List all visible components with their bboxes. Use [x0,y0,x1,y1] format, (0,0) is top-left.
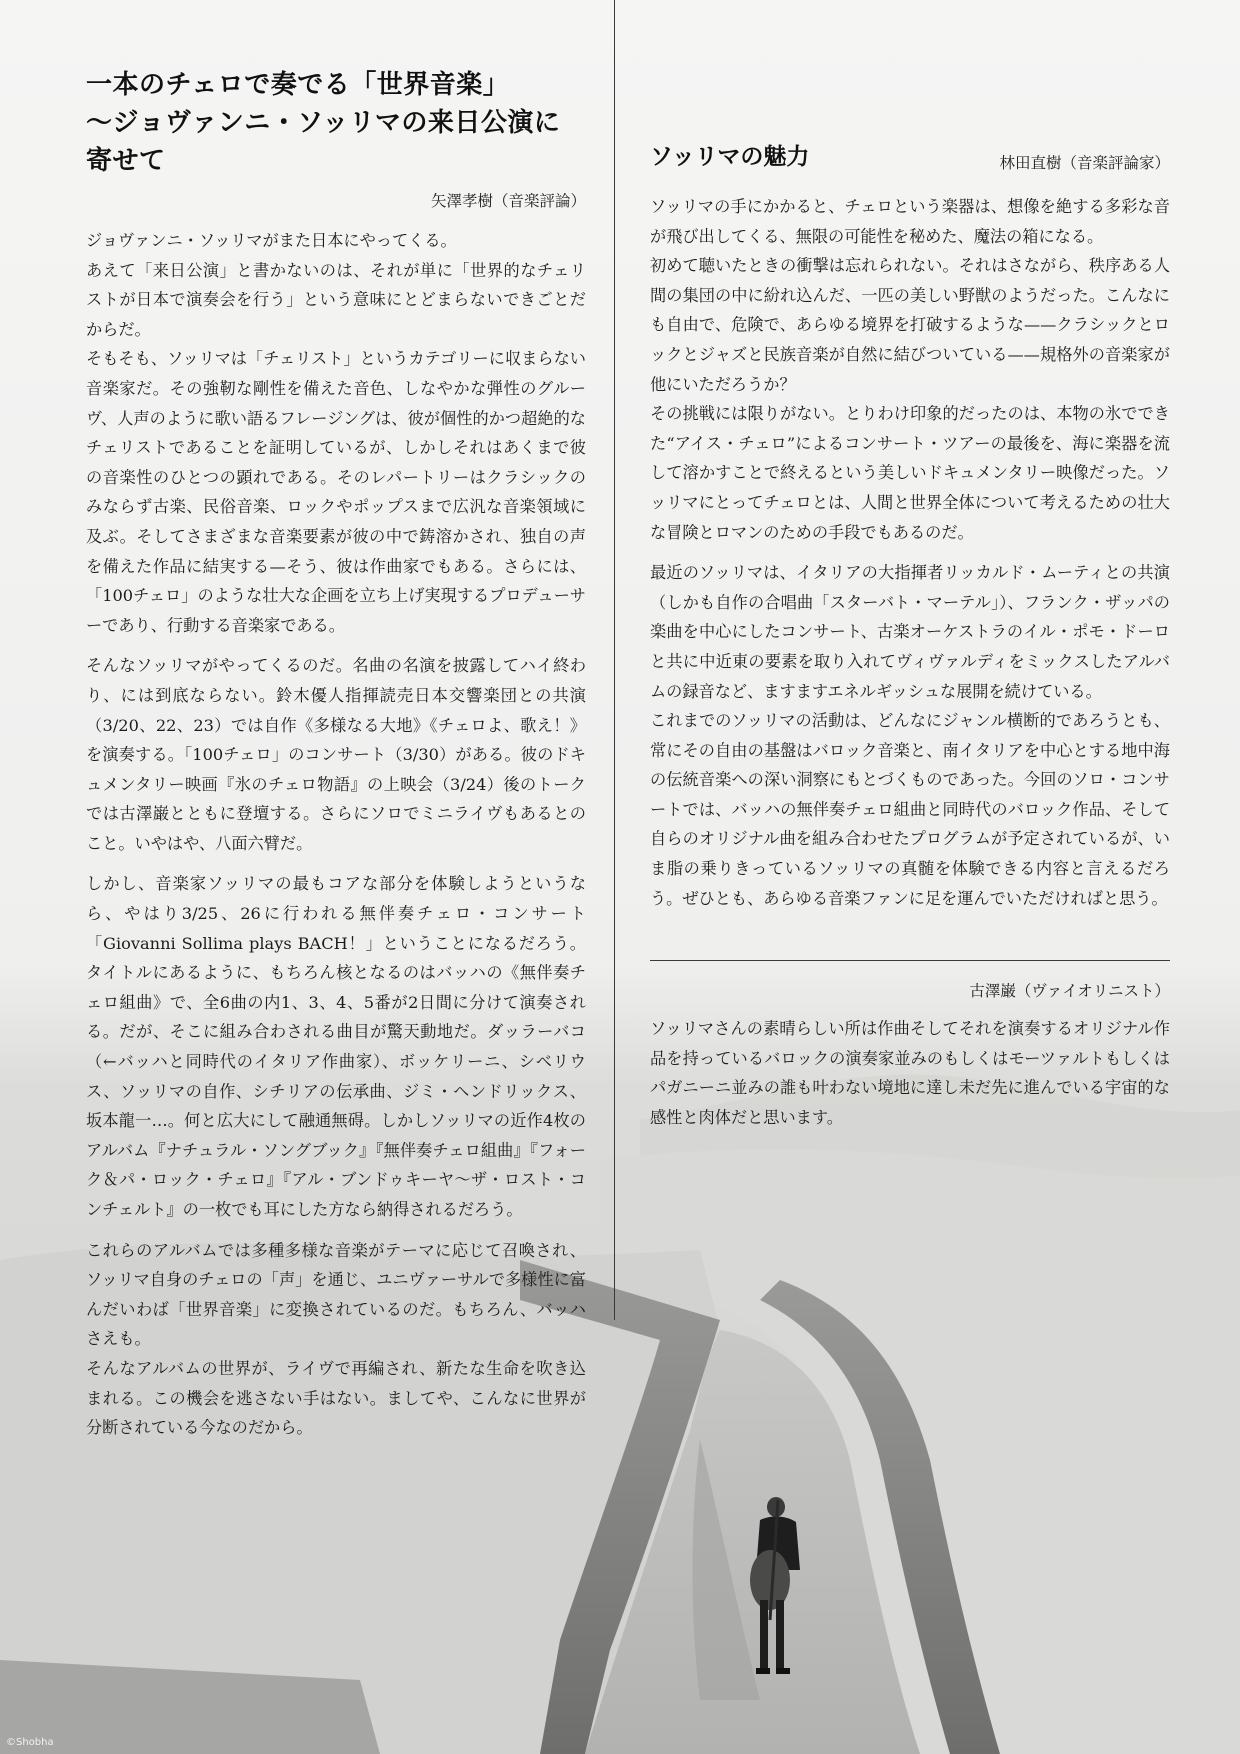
left-paragraph-4: これらのアルバムでは多種多様な音楽がテーマに応じて召喚され、ソッリマ自身のチェロの「声」を通じ、ユニヴァーサルで多様性に富んだいわば「世界音楽」に変換されているのだ。もちろん、バッハさえも。 そんなアルバムの世界が、ライヴで再編され、新たな生命を吹き込まれる。この機会を逃さない手はない。ましてや、こんなに世界が分断されている今なのだから。 [86,1240,586,1438]
comment-block [650,980,1170,1143]
right-paragraph-1: ソッリマの手にかかると、チェロという楽器は、想像を絶する多彩な音が飛び出してくる、無限の可能性を秘めた、魔法の箱になる。 初めて聴いたときの衝撃は忘れられない。それはさながら、秩序ある人間の集団の中に紛れ込んだ、一匹の美しい野獣のようだった。こんなにも自由で、危険で、あらゆる境界を打破するような——クラシックとロックとジャズと民族音楽が自然に結びついている——規格外の音楽家が他にいただろうか？ その挑戦には限りがない。とりわけ印象的だったのは、本物の氷でできた“アイス・チェロ”によるコンサート・ツアーの最後を、海に楽器を流して溶かすことで終えるという美しいドキュメンタリー映像だった。ソッリマにとってチェロとは、人間と世界全体について考えるための壮大な冒険とロマンのための手段でもあるのだ。 [650,197,1170,542]
left-paragraph-2: そんなソッリマがやってくるのだ。名曲の名演を披露してハイ終わり、には到底ならない。鈴木優人指揮読売日本交響楽団との共演（3/20、22、23）では自作《多様なる大地》《チェロよ、歌え！》を演奏する。「100チェロ」のコンサート（3/30）がある。彼のドキュメンタリー映画『氷のチェロ物語』の上映会（3/24）後のトークでは古澤巌とともに登壇する。さらにソロでミニライヴもあるとのこと。いやはや、八面六臂だ。 [86,656,586,853]
section-rule [650,960,1170,961]
right-article-header [650,140,1170,174]
title-line-2: 〜ジョヴァンニ・ソッリマの来日公演に寄せて [86,108,561,176]
right-article-author: 林田直樹（音楽評論家） [999,154,1170,172]
right-article-title: ソッリマの魅力 [650,144,810,170]
left-paragraph-1: ジョヴァンニ・ソッリマがまた日本にやってくる。 あえて「来日公演」と書かないのは、それが単に「世界的なチェリストが日本で演奏会を行う」という意味にとどまらないできごとだからだ。 そもそも、ソッリマは「チェリスト」というカテゴリーに収まらない音楽家だ。その強靭な剛性を備えた音色、しなやかな弾性のグルーヴ、人声のように歌い語るフレージングは、彼が個性的かつ超絶的なチェリストであることを証明しているが、しかしそれはあくまで彼の音楽性のひとつの顕れである。そのレパートリーはクラシックのみならず古楽、民俗音楽、ロックやポップスまで広汎な音楽領域に及ぶ。そしてさまざまな音楽要素が彼の中で鋳溶かされ、独自の声を備えた作品に結実する—そう、彼は作曲家でもある。さらには、「100チェロ」のような壮大な企画を立ち上げ実現するプロデューサーであり、行動する音楽家である。 [86,231,586,635]
article-title [86,66,586,180]
title-line-1: 一本のチェロで奏でる「世界音楽」 [86,70,510,100]
left-paragraph-3: しかし、音楽家ソッリマの最もコアな部分を体験しようというなら、やはり3/25、26に行われる無伴奏チェロ・コンサート「Giovanni Sollima plays BACH！」ということになるだろう。タイトルにあるように、もちろん核となるのはバッハの《無伴奏チェロ組曲》で、全6曲の内1、3、4、5番が2日間に分けて演奏される。だが、そこに組み合わされる曲目が驚天動地だ。ダッラーバコ（←バッハと同時代のイタリア作曲家）、ボッケリーニ、シベリウス、ソッリマの自作、シチリアの伝承曲、ジミ・ヘンドリックス、坂本龍一…。何と広大にして融通無碍。しかしソッリマの近作4枚のアルバム『ナチュラル・ソングブック』『無伴奏チェロ組曲』『フォーク＆パ・ロック・チェロ』『アル・ブンドゥキーヤ〜ザ・ロスト・コンチェルト』の一枚でも耳にした方なら納得されるだろう。 [86,874,586,1219]
article-author: 矢澤孝樹（音楽評論） [430,192,586,210]
right-article [650,140,1170,924]
right-paragraph-2: 最近のソッリマは、イタリアの大指揮者リッカルド・ムーティとの共演（しかも自作の合唱曲「スターバト・マーテル」）、フランク・ザッパの楽曲を中心にしたコンサート、古楽オーケストラのイル・ポモ・ドーロと共に中近東の要素を取り入れてヴィヴァルディをミックスしたアルバムの録音など、ますますエネルギッシュな展開を続けている。 これまでのソッリマの活動は、どんなにジャンル横断的であろうとも、常にその自由の基盤はバロック音楽と、南イタリアを中心とする地中海の伝統音楽への深い洞察にもとづくものであった。今回のソロ・コンサートでは、バッハの無伴奏チェロ組曲と同時代のバロック作品、そして自らのオリジナル曲を組み合わせたプログラムが予定されているが、いま脂の乗りきっているソッリマの真髄を体験できる内容と言えるだろう。ぜひとも、あらゆる音楽ファンに足を運んでいただければと思う。 [650,563,1171,908]
comment-author: 古澤巌（ヴァイオリニスト） [969,982,1170,1000]
comment-text: ソッリマさんの素晴らしい所は作曲そしてそれを演奏するオリジナル作品を持っているバロックの演奏家並みのもしくはモーツァルトもしくはパガニーニ並みの誰も叶わない境地に達し未だ先に進んでいる宇宙的な感性と肉体だと思います。 [650,1019,1170,1127]
photo-credit: ©Shobha [6,1737,54,1748]
left-article [86,66,586,1454]
column-divider [614,0,615,1320]
